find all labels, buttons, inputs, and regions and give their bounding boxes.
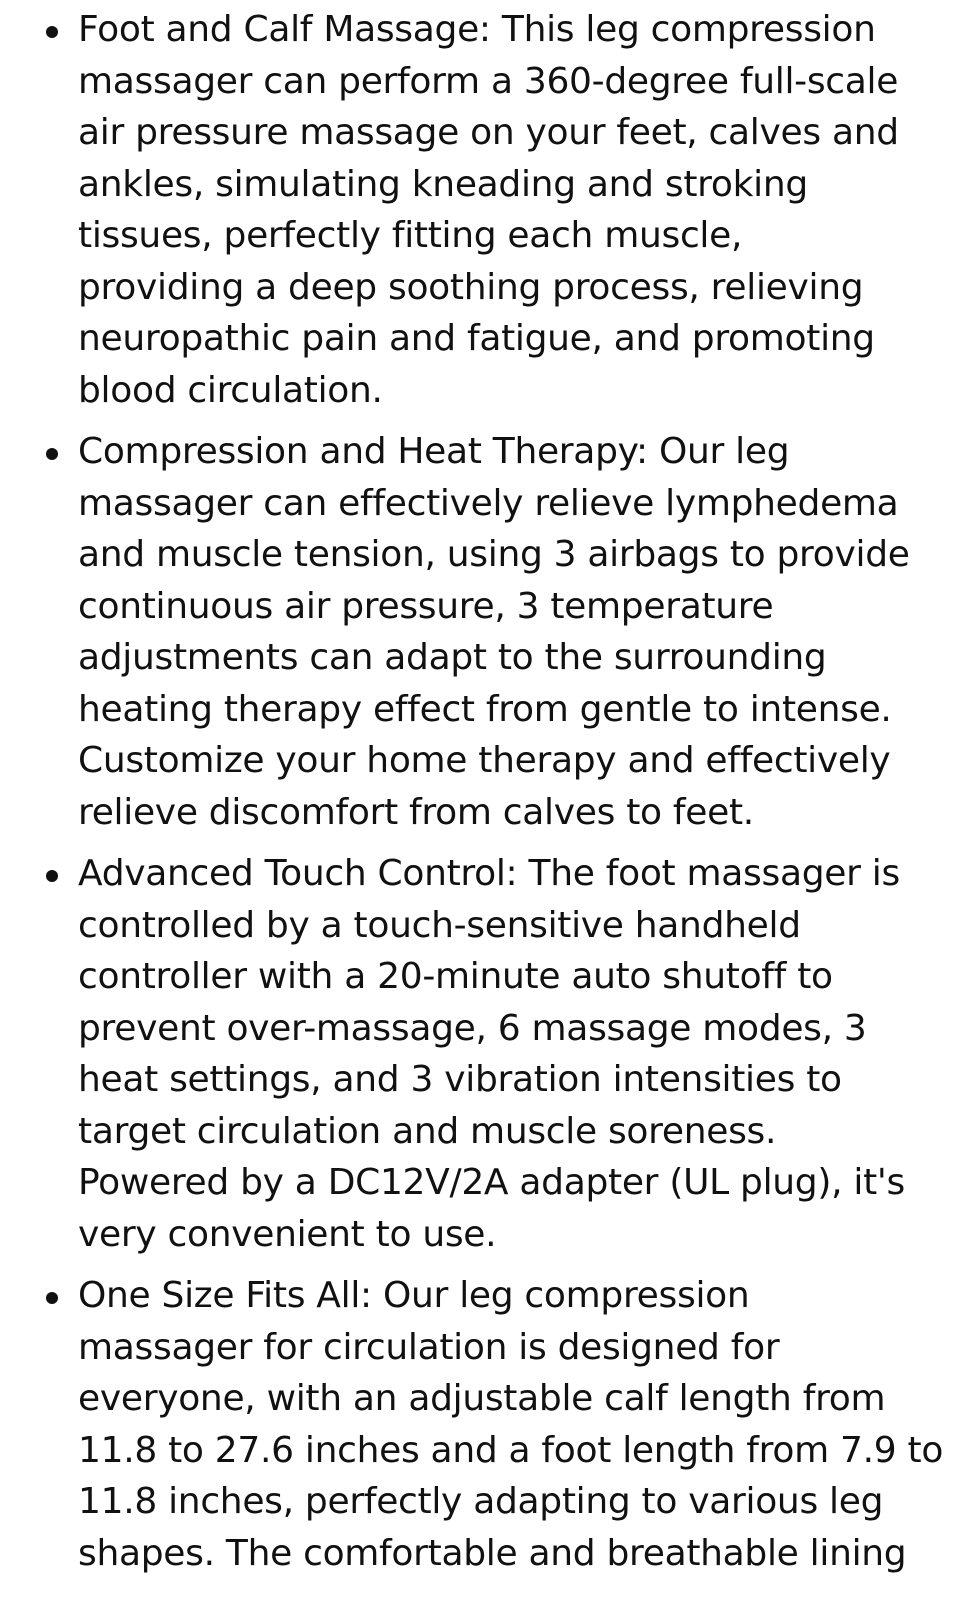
bullet-text-line: everyone, with an adjustable calf length from [78, 1378, 886, 1419]
bullet-text-line: prevent over-massage, 6 massage modes, 3 [78, 1007, 867, 1049]
bullet-text-line: tissues, perfectly fitting each muscle, [78, 215, 743, 256]
bullet-dot-icon [46, 26, 58, 38]
bullet-text-line: 11.8 inches, perfectly adapting to various leg [78, 1481, 884, 1522]
bullet-item [0, 426, 977, 838]
bullet-text-line: 11.8 to 27.6 inches and a foot length from 7.9 to [78, 1429, 944, 1471]
bullet-text [78, 1270, 957, 1579]
bullet-text-line: adjustments can adapt to the surrounding [78, 637, 827, 678]
bullet-text-line: ankles, simulating kneading and stroking [78, 163, 808, 205]
bullet-text-line: massager can perform a 360-degree full-scale [78, 60, 899, 102]
bullet-text-line: blood circulation. [78, 369, 383, 411]
bullet-text-line: controller with a 20-minute auto shutoff to [78, 956, 833, 997]
bullet-text-line: massager for circulation is designed for [78, 1326, 780, 1368]
bullet-item [0, 848, 977, 1260]
bullet-text-line: shapes. The comfortable and breathable lining [78, 1532, 907, 1574]
bullet-text-line: Advanced Touch Control: The foot massager is [78, 853, 900, 894]
bullet-text-line: controlled by a touch-sensitive handheld [78, 904, 801, 946]
bullet-text-line: neuropathic pain and fatigue, and promoting [78, 318, 875, 359]
bullet-text-line: air pressure massage on your feet, calves and [78, 112, 899, 153]
bullet-text [78, 426, 957, 838]
bullet-text-line: and muscle tension, using 3 airbags to provide [78, 534, 910, 575]
bullet-dot-icon [46, 448, 58, 460]
bullet-dot-icon [46, 870, 58, 882]
bullet-text-line: continuous air pressure, 3 temperature [78, 585, 774, 627]
bullet-text-line: very convenient to use. [78, 1213, 497, 1255]
bullet-item [0, 4, 977, 416]
bullet-text-line: Powered by a DC12V/2A adapter (UL plug), it's [78, 1162, 905, 1203]
bullet-text [78, 4, 957, 416]
bullet-text-line: One Size Fits All: Our leg compression [78, 1275, 750, 1316]
bullet-dot-icon [46, 1292, 58, 1304]
bullet-text [78, 848, 957, 1260]
bullet-text-line: providing a deep soothing process, relieving [78, 266, 864, 308]
bullet-text-line: target circulation and muscle soreness. [78, 1110, 777, 1152]
bullet-text-line: Customize your home therapy and effectively [78, 740, 891, 781]
bullet-text-line: massager can effectively relieve lymphedema [78, 482, 899, 524]
bullet-text-line: heating therapy effect from gentle to intense. [78, 688, 892, 730]
bullet-text-line: relieve discomfort from calves to feet. [78, 791, 754, 833]
feature-bullet-list [0, 4, 977, 1589]
bullet-text-line: Compression and Heat Therapy: Our leg [78, 431, 790, 472]
bullet-text-line: Foot and Calf Massage: This leg compression [78, 9, 876, 50]
bullet-text-line: heat settings, and 3 vibration intensities to [78, 1059, 842, 1100]
bullet-item [0, 1270, 977, 1579]
